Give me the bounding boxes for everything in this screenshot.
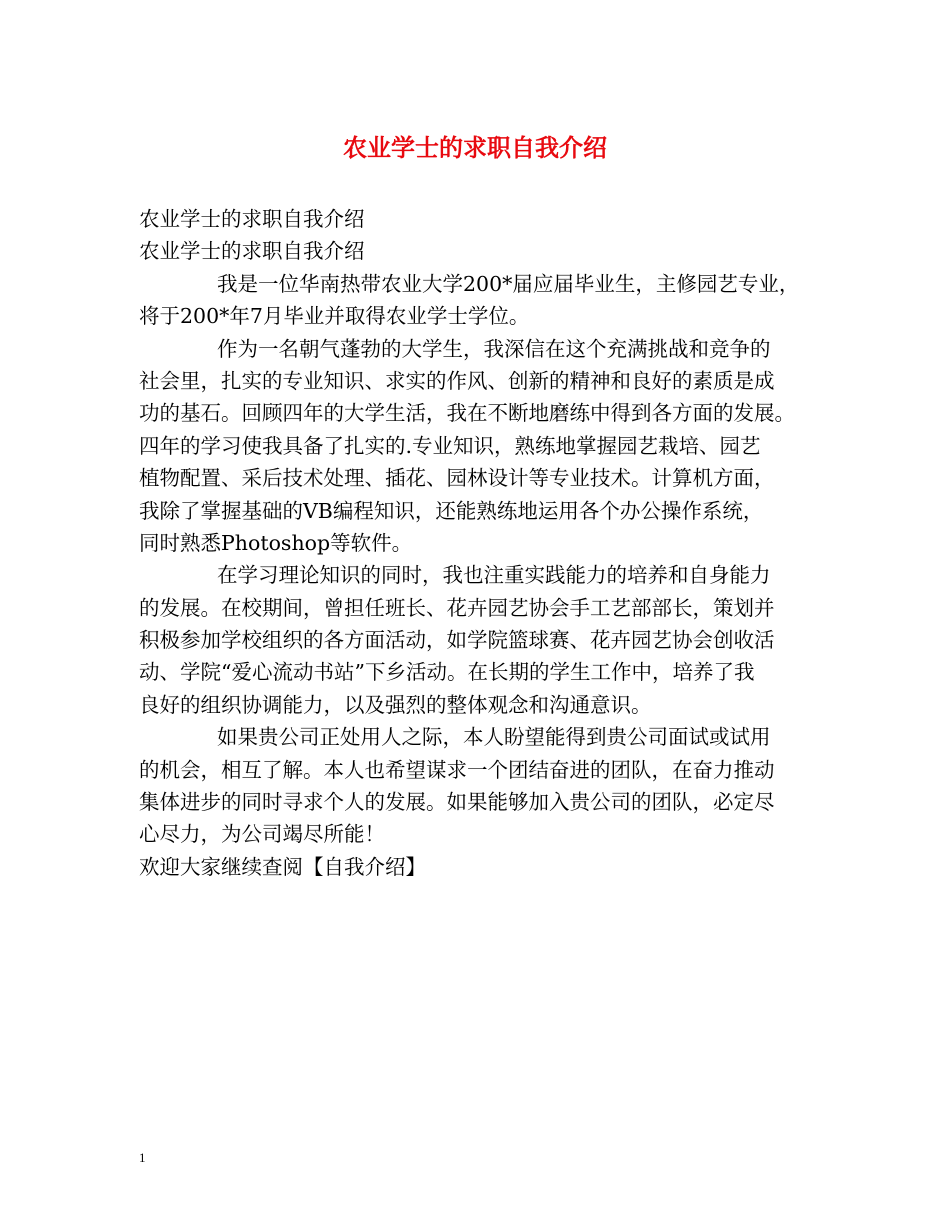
paragraph-1: [139, 268, 829, 333]
footer-line: 欢迎大家继续查阅【自我介绍】: [139, 854, 426, 879]
paragraph-line: 同时熟悉Photoshop等软件。: [139, 530, 413, 555]
page-number: 1: [139, 1150, 146, 1165]
paragraph-line: 我除了掌握基础的VB编程知识，还能熟练地运用各个办公操作系统，: [139, 498, 764, 523]
paragraph-line: 心尽力，为公司竭尽所能！: [139, 822, 385, 847]
heading-line-1: 农业学士的求职自我介绍: [139, 207, 365, 231]
paragraph-line: 在学习理论知识的同时，我也注重实践能力的培养和自身能力: [217, 563, 771, 588]
paragraph-line: 作为一名朝气蓬勃的大学生，我深信在这个充满挑战和竞争的: [217, 336, 771, 361]
paragraph-line: 积极参加学校组织的各方面活动，如学院篮球赛、花卉园艺协会创收活: [139, 628, 775, 653]
paragraph-line: 动、学院“爱心流动书站”下乡活动。在长期的学生工作中，培养了我: [139, 660, 755, 685]
heading-line-2: 农业学士的求职自我介绍: [139, 239, 365, 264]
paragraph-line: 的发展。在校期间，曾担任班长、花卉园艺协会手工艺部部长，策划并: [139, 595, 775, 620]
paragraph-3: [139, 559, 829, 721]
paragraph-line: 功的基石。回顾四年的大学生活，我在不断地磨练中得到各方面的发展。: [139, 401, 795, 426]
document-body: [139, 203, 829, 883]
paragraph-line: 四年的学习使我具备了扎实的.专业知识，熟练地掌握园艺栽培、园艺: [139, 433, 761, 458]
paragraph-line: 良好的组织协调能力，以及强烈的整体观念和沟通意识。: [139, 692, 652, 717]
paragraph-line: 社会里，扎实的专业知识、求实的作风、创新的精神和良好的素质是成: [139, 368, 775, 393]
paragraph-line: 如果贵公司正处用人之际，本人盼望能得到贵公司面试或试用: [217, 725, 771, 750]
paragraph-line: 的机会，相互了解。本人也希望谋求一个团结奋进的团队，在奋力推动: [139, 757, 775, 782]
paragraph-line: 集体进步的同时寻求个人的发展。如果能够加入贵公司的团队，必定尽: [139, 790, 775, 815]
paragraph-4: [139, 721, 829, 851]
document-title: 农业学士的求职自我介绍: [343, 133, 607, 162]
paragraph-line: 我是一位华南热带农业大学200*届应届毕业生，主修园艺专业，: [217, 271, 800, 296]
paragraph-line: 植物配置、采后技术处理、插花、园林设计等专业技术。计算机方面，: [139, 466, 775, 491]
paragraph-line: 将于200*年7月毕业并取得农业学士学位。: [139, 304, 530, 329]
paragraph-2: [139, 333, 829, 560]
